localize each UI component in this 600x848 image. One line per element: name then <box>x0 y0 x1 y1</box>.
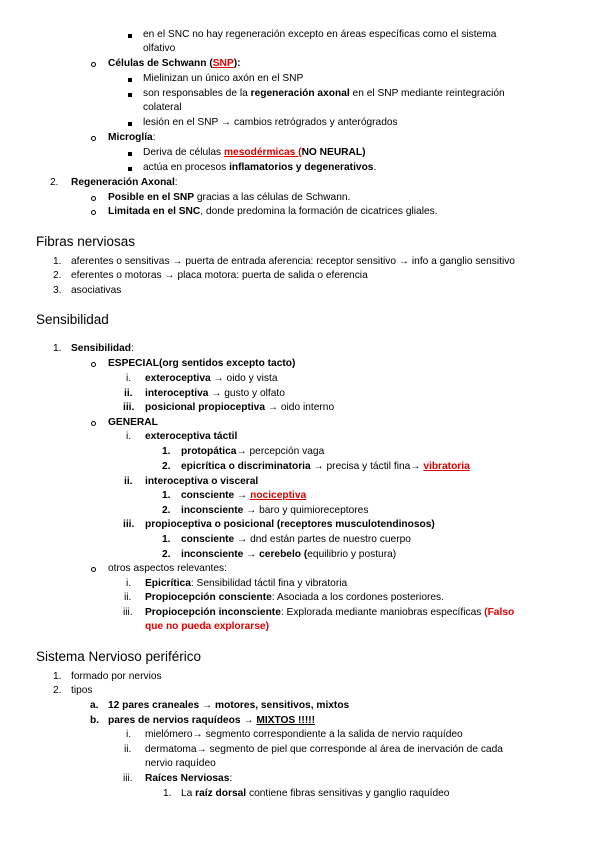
text: La <box>181 788 196 799</box>
text: NO NEURAL) <box>301 147 366 158</box>
circle-bullet-icon <box>91 362 96 367</box>
text: 1. <box>53 671 62 682</box>
list-item <box>108 358 295 370</box>
text: 1. <box>53 343 62 354</box>
text: Sensibilidad <box>71 343 132 354</box>
text: Células de Schwann ( <box>108 58 213 69</box>
list-number <box>124 476 133 488</box>
text: Sistema Nervioso periférico <box>36 649 202 664</box>
text: 2. <box>50 177 59 188</box>
list-number <box>124 592 131 604</box>
text: ii. <box>124 744 132 755</box>
list-item <box>145 592 444 604</box>
text: → dnd están partes de nuestro cuerpo <box>234 534 411 545</box>
text: Microglía <box>108 132 153 143</box>
heading-sensibilidad <box>36 312 109 328</box>
text: iii. <box>123 607 133 618</box>
text-line <box>143 43 175 55</box>
text: raíz dorsal <box>195 788 247 799</box>
text: 2. <box>53 685 62 696</box>
list-item <box>181 490 306 502</box>
text: i. <box>126 729 132 740</box>
text: 2. <box>53 270 62 281</box>
list-number <box>124 388 133 400</box>
list-number <box>124 744 131 756</box>
text-line <box>145 758 216 770</box>
circle-bullet-icon <box>91 210 96 215</box>
text: asociativas <box>71 285 122 296</box>
text: ii. <box>124 388 133 399</box>
vibratoria-link[interactable]: vibratoria <box>423 461 470 472</box>
list-number <box>123 607 133 619</box>
text: interoceptiva <box>145 388 209 399</box>
list-item <box>145 607 514 619</box>
text: 1. <box>53 256 62 267</box>
text-line <box>143 29 496 41</box>
text: → percepción vaga <box>236 446 325 457</box>
text: colateral <box>143 102 182 113</box>
mesodermicas-link[interactable]: mesodérmicas ( <box>223 147 302 158</box>
text: inconsciente <box>181 505 244 516</box>
text: 1. <box>162 534 171 545</box>
text: posicional propioceptiva <box>145 402 266 413</box>
text: iii. <box>123 402 135 413</box>
text: exteroceptiva <box>145 373 211 384</box>
text: equilibrio y postura) <box>307 549 397 560</box>
list-item <box>145 578 347 590</box>
list-item <box>145 431 237 443</box>
text: , donde predomina la formación de cicatrices gliales. <box>200 206 438 217</box>
text: : <box>131 343 134 354</box>
text: iii. <box>123 519 135 530</box>
text: : <box>174 177 178 188</box>
text: lesión en el SNP → cambios retrógrados y anterógrados <box>143 117 398 128</box>
list-number <box>162 505 171 517</box>
list-number <box>126 431 131 443</box>
text: 12 pares craneales → motores, sensitivos, mixtos <box>108 700 350 711</box>
list-item <box>143 162 376 174</box>
list-number <box>126 373 131 385</box>
list-item <box>108 417 158 429</box>
text: Posible en el SNP <box>108 192 195 203</box>
text: GENERAL <box>108 417 158 428</box>
text: . <box>373 162 377 173</box>
text: → oido y vista <box>210 373 278 384</box>
text: 1. <box>162 446 171 457</box>
text: en el SNP mediante reintegración <box>349 88 505 99</box>
text: Sensibilidad <box>36 312 109 327</box>
text: tipos <box>71 685 93 696</box>
text: ii. <box>124 592 132 603</box>
text: 3. <box>53 285 62 296</box>
text: Propiocepción inconsciente <box>145 607 281 618</box>
list-item <box>145 373 278 385</box>
list-item <box>71 270 368 282</box>
square-bullet-icon <box>128 34 132 38</box>
list-item <box>71 343 134 355</box>
circle-bullet-icon <box>91 136 96 141</box>
text: consciente → <box>181 490 248 501</box>
list-item <box>71 671 162 683</box>
list-item <box>181 534 411 546</box>
heading-snp <box>36 649 201 665</box>
list-item <box>181 505 368 517</box>
list-item <box>145 388 285 400</box>
list-item <box>108 563 227 575</box>
square-bullet-icon <box>128 152 132 156</box>
list-item <box>71 256 515 268</box>
note-red: que no pueda explorarse) <box>145 621 269 632</box>
text: inconsciente → cerebelo ( <box>181 549 308 560</box>
text: ESPECIAL(org sentidos excepto tacto) <box>108 358 296 369</box>
list-number <box>53 671 62 683</box>
text: 2. <box>162 505 171 516</box>
list-number <box>163 788 172 800</box>
microglia-title <box>108 132 156 144</box>
text: : Asociada a los cordones posteriores. <box>271 592 444 603</box>
text: : <box>152 132 156 143</box>
text: regeneración axonal <box>250 88 350 99</box>
text: Raíces Nerviosas <box>145 773 230 784</box>
text: Limitada en el SNC <box>108 206 201 217</box>
text: actúa en procesos <box>143 162 230 173</box>
text: i. <box>126 578 132 589</box>
nociceptiva-link[interactable]: nociceptiva <box>250 490 307 501</box>
schwann-title <box>108 58 240 70</box>
text: son responsables de la <box>143 88 251 99</box>
list-number <box>162 549 171 561</box>
square-bullet-icon <box>128 122 132 126</box>
text: exteroceptiva táctil <box>145 431 238 442</box>
text: : <box>229 773 233 784</box>
text: MIXTOS !!!!! <box>256 715 316 726</box>
list-item <box>143 117 398 129</box>
list-item <box>108 715 315 727</box>
list-number <box>53 343 62 355</box>
text: 1. <box>162 490 171 501</box>
text: → baro y quimioreceptores <box>243 505 369 516</box>
list-number <box>126 578 131 590</box>
list-number <box>123 773 133 785</box>
text: → oido interno <box>265 402 335 413</box>
text: consciente <box>181 534 235 545</box>
text: Epicrítica <box>145 578 191 589</box>
text: nervio raquídeo <box>145 758 216 769</box>
text: ii. <box>124 476 133 487</box>
text: 2. <box>162 549 171 560</box>
list-number <box>53 285 62 297</box>
list-item <box>181 446 324 458</box>
list-item <box>108 192 350 204</box>
list-number <box>123 402 134 414</box>
text: interoceptiva o visceral <box>145 476 259 487</box>
text: pares de nervios raquídeos → <box>108 715 257 726</box>
text: i. <box>126 431 132 442</box>
list-item <box>108 206 438 218</box>
text: Fibras nerviosas <box>36 234 136 249</box>
list-item <box>145 519 435 531</box>
list-number <box>53 256 62 268</box>
list-number <box>50 177 59 189</box>
list-item <box>145 476 258 488</box>
text: eferentes o motoras → placa motora: puerta de salida o eferencia <box>71 270 368 281</box>
list-item <box>145 402 334 414</box>
text: a. <box>90 700 99 711</box>
text: 2. <box>162 461 171 472</box>
snp-link[interactable]: SNP <box>212 58 234 69</box>
text-line <box>145 621 269 633</box>
text: otros aspectos relevantes: <box>108 563 227 574</box>
text: Deriva de células <box>143 147 224 158</box>
heading-fibras <box>36 234 135 250</box>
list-item <box>71 285 121 297</box>
list-number <box>126 729 131 741</box>
circle-bullet-icon <box>91 62 96 67</box>
text: dermatoma→ segmento de piel que corresponde al área de inervación de cada <box>145 744 503 755</box>
text: formado por nervios <box>71 671 162 682</box>
text: contiene fibras sensitivas y ganglio raquídeo <box>246 788 450 799</box>
text: inflamatorios y degenerativos <box>229 162 374 173</box>
square-bullet-icon <box>128 167 132 171</box>
square-bullet-icon <box>128 78 132 82</box>
list-item <box>143 73 303 85</box>
text: b. <box>90 715 100 726</box>
list-item <box>145 773 232 785</box>
list-number <box>90 700 99 712</box>
circle-bullet-icon <box>91 421 96 426</box>
regen-title <box>71 177 178 189</box>
text: propioceptiva o posicional (receptores musculotendinosos) <box>145 519 435 530</box>
list-item <box>145 744 503 756</box>
list-item <box>181 549 396 561</box>
text: protopática <box>181 446 237 457</box>
list-number <box>53 270 62 282</box>
list-item <box>71 685 93 697</box>
list-number <box>162 446 171 458</box>
list-number <box>162 461 171 473</box>
circle-bullet-icon <box>91 567 96 572</box>
list-item <box>143 147 366 159</box>
text: en el SNC no hay regeneración excepto en áreas específicas como el sistema <box>143 29 497 40</box>
text: aferentes o sensitivas → puerta de entrada aferencia: receptor sensitivo → info a ganglio sensitivo <box>71 256 515 267</box>
text: Mielinizan un único axón en el SNP <box>143 73 304 84</box>
list-number <box>162 490 171 502</box>
text: olfativo <box>143 43 176 54</box>
list-item <box>181 788 449 800</box>
list-number <box>162 534 171 546</box>
circle-bullet-icon <box>91 196 96 201</box>
list-item <box>143 88 505 100</box>
text: → gusto y olfato <box>208 388 285 399</box>
list-number <box>53 685 62 697</box>
note-red: (Falso <box>484 607 515 618</box>
text: : Explorada mediante maniobras específicas <box>280 607 485 618</box>
text: gracias a las células de Schwann. <box>194 192 351 203</box>
text: 1. <box>163 788 172 799</box>
text: : Sensibilidad táctil fina y vibratoria <box>190 578 348 589</box>
text: ): <box>233 58 241 69</box>
text: epicrítica o discriminatoria <box>181 461 311 472</box>
text: i. <box>126 373 132 384</box>
text: → precisa y táctil fina→ <box>310 461 424 472</box>
list-item <box>145 729 463 741</box>
text-line <box>143 102 182 114</box>
text: iii. <box>123 773 133 784</box>
text: Propiocepción consciente <box>145 592 272 603</box>
list-item <box>108 700 349 712</box>
text: Regeneración Axonal <box>71 177 175 188</box>
text: mielómero→ segmento correspondiente a la salida de nervio raquídeo <box>145 729 463 740</box>
list-number <box>123 519 134 531</box>
list-item <box>181 461 470 473</box>
list-number <box>90 715 99 727</box>
square-bullet-icon <box>128 93 132 97</box>
